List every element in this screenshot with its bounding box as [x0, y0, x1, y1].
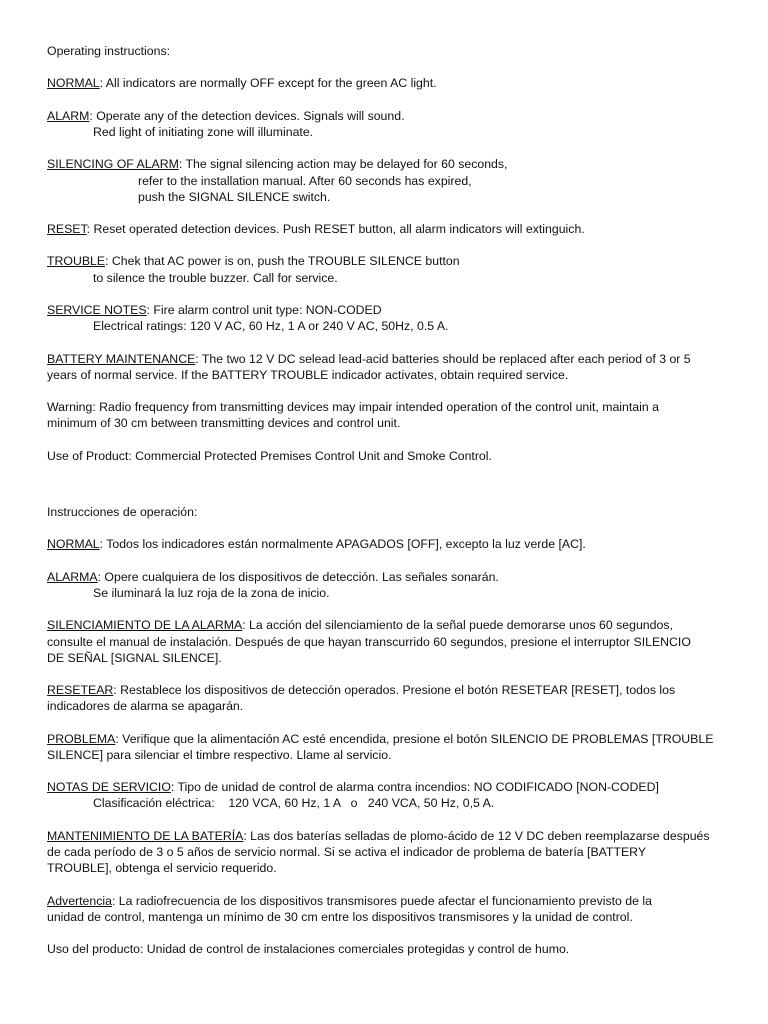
alarm-label: ALARM	[47, 108, 90, 123]
warning-line2: minimum of 30 cm between transmitting devices and control unit.	[47, 416, 401, 431]
resetear-line2: indicadores de alarma se apagarán.	[47, 699, 244, 714]
normal-es-label: NORMAL	[47, 537, 100, 552]
problema-label: PROBLEMA	[47, 731, 116, 746]
normal-text: : All indicators are normally OFF except for the green AC light.	[99, 76, 437, 91]
trouble-label: TROUBLE	[47, 254, 106, 269]
silencing-text: : The signal silencing action may be delayed for 60 seconds,	[178, 157, 508, 172]
spanish-normal	[47, 536, 737, 552]
spanish-uso	[47, 941, 737, 957]
advertencia-line2: unidad de control, mantenga un mínimo de 30 cm entre los dispositivos transmisores y la unidad de control.	[47, 909, 633, 924]
normal-es-text: : Todos los indicadores están normalmente APAGADOS [OFF], excepto la luz verde [AC].	[99, 537, 586, 552]
section-spacer	[47, 480, 737, 504]
alarma-label: ALARMA	[47, 569, 98, 584]
spanish-resetear	[47, 682, 737, 714]
silencing-label: SILENCING OF ALARM	[47, 157, 179, 172]
mantenimiento-line3: TROUBLE], obtenga el servicio requerido.	[47, 861, 277, 876]
mantenimiento-label: MANTENIMIENTO DE LA BATERÍA	[47, 828, 244, 843]
mantenimiento-line2: de cada período de 3 o 5 años de servicio normal. Si se activa el indicador de problema de batería [BATTERY	[47, 845, 647, 859]
spanish-mantenimiento	[47, 828, 737, 877]
trouble-line2: to silence the trouble buzzer. Call for service.	[93, 270, 338, 285]
mantenimiento-text: : Las dos baterías selladas de plomo-ácido de 12 V DC deben reemplazarse después	[243, 828, 710, 843]
spanish-notas	[47, 779, 737, 811]
alarm-text: : Operate any of the detection devices. Signals will sound.	[89, 108, 405, 123]
advertencia-label: Advertencia	[47, 893, 112, 908]
silencing-line2: refer to the installation manual. After 60 seconds has expired,	[138, 173, 472, 188]
spanish-problema	[47, 731, 737, 763]
service-text: : Fire alarm control unit type: NON-CODED	[146, 303, 382, 317]
english-trouble	[47, 253, 737, 285]
alarma-line2: Se iluminará la luz roja de la zona de inicio.	[93, 586, 330, 600]
uso-text: Uso del producto: Unidad de control de instalaciones comerciales protegidas y control de humo.	[47, 942, 570, 957]
use-text: Use of Product: Commercial Protected Premises Control Unit and Smoke Control.	[47, 448, 492, 463]
notas-text: : Tipo de unidad de control de alarma contra incendios: NO CODIFICADO [NON-CODED]	[170, 780, 659, 795]
alarm-line2: Red light of initiating zone will illuminate.	[93, 124, 314, 139]
silencing-line3: push the SIGNAL SILENCE switch.	[138, 189, 331, 204]
spanish-title: Instrucciones de operación:	[47, 505, 198, 520]
trouble-text: : Chek that AC power is on, push the TROUBLE SILENCE button	[105, 254, 460, 269]
spanish-alarma	[47, 569, 737, 601]
battery-label: BATTERY MAINTENANCE	[47, 351, 196, 366]
problema-text: : Verifique que la alimentación AC esté encendida, presione el botón SILENCIO DE PROBLEMAS [TROUBLE	[115, 731, 714, 746]
spanish-advertencia	[47, 893, 737, 925]
english-alarm	[47, 108, 737, 140]
english-use	[47, 448, 737, 464]
notas-label: NOTAS DE SERVICIO	[47, 780, 171, 795]
normal-label: NORMAL	[47, 76, 100, 91]
english-silencing	[47, 156, 737, 205]
advertencia-text: : La radiofrecuencia de los dispositivos transmisores puede afectar el funcionamiento previsto de la	[111, 893, 652, 908]
english-reset	[47, 221, 737, 237]
alarma-text: : Opere cualquiera de los dispositivos de detección. Las señales sonarán.	[97, 569, 499, 584]
reset-label: RESET	[47, 222, 87, 237]
notas-line2: Clasificación eléctrica: 120 VCA, 60 Hz, 1 A o 240 VCA, 50 Hz, 0,5 A.	[93, 796, 495, 811]
resetear-text: : Restablece los dispositivos de detección operados. Presione el botón RESETEAR [RESET], todos los	[113, 683, 676, 698]
english-title: Operating instructions:	[47, 44, 171, 58]
problema-line2: SILENCE] para silenciar el timbre respectivo. Llame al servicio.	[47, 747, 392, 762]
battery-line2: years of normal service. If the BATTERY TROUBLE indicador activates, obtain required service.	[47, 367, 569, 382]
silenciamiento-line3: DE SEÑAL [SIGNAL SILENCE].	[47, 650, 222, 665]
service-label: SERVICE NOTES	[47, 303, 147, 317]
english-normal	[47, 75, 737, 91]
silenciamiento-line2: consulte el manual de instalación. Después de que hayan transcurrido 60 segundos, presione el interruptor SILENCIO	[47, 634, 691, 649]
service-line2: Electrical ratings: 120 V AC, 60 Hz, 1 A or 240 V AC, 50Hz, 0.5 A.	[93, 319, 449, 334]
resetear-label: RESETEAR	[47, 683, 114, 698]
english-service-notes	[47, 302, 737, 334]
document-page	[47, 43, 737, 974]
silenciamiento-label: SILENCIAMIENTO DE LA ALARMA	[47, 618, 243, 633]
spanish-silenciamiento	[47, 617, 737, 666]
battery-text: : The two 12 V DC selead lead-acid batteries should be replaced after each period of 3 or 5	[195, 351, 691, 366]
english-warning	[47, 399, 737, 431]
reset-text: : Reset operated detection devices. Push RESET button, all alarm indicators will extinguich.	[86, 222, 585, 237]
english-battery	[47, 351, 737, 383]
silenciamiento-text: : La acción del silenciamiento de la señal puede demorarse unos 60 segundos,	[242, 618, 673, 633]
warning-line1: Warning: Radio frequency from transmitting devices may impair intended operation of the control unit, maintain a	[47, 400, 659, 415]
